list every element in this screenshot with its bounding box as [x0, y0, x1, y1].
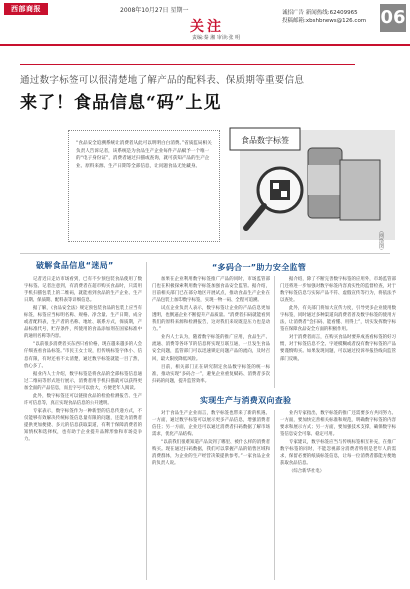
paragraph: 对于消费者而言，在购买食品时要养成查看标签的好习惯，对于标签信息不全、字迹模糊或者没有数字标签的产品要谨慎购买。如果发现问题，可以通过投诉举报热线向监管部门反映。: [280, 335, 396, 362]
paragraph: “以前我们很难知道产品卖到了哪里、被什么样的消费者购买。现在通过扫码数据，我们可以掌握产品的销售区域和消费群体，为企业的生产经营决策提供参考。”一家食品企业的负责人说。: [152, 440, 270, 467]
intro-text: “食品安全追溯系统让消费者从此可以明明白白消费。”省质监局相关负责人告诉记者，该系统是为食品生产企业每件产品赋予一个唯一的“电子身份证”，消费者通过扫描或查询，就可获知产品的生产企业、原料来源、生产日期等全部信息，让问题食品无处藏身。: [76, 141, 212, 169]
editors-line: 责编:秦 湘 审读:张 明: [192, 35, 241, 41]
dateline: 2008年10月27日 星期一: [120, 7, 189, 14]
paragraph: 记者近日走访市场看到，已有不少预包装食品使用了数字标签。记者注意到，有消费者在超市购买食品时，只需用手机扫描包装上的二维码，就能看到食品的生产企业、生产日期、保质期、配料表等详细信息。: [24, 277, 142, 304]
column-divider: [146, 262, 147, 580]
label-card-text: 食品数字标签: [241, 136, 289, 145]
column-3: [280, 276, 396, 388]
page-number: 06: [380, 4, 406, 32]
paragraph: 专家表示，数字标签作为一种新型的信息传递方式，不仅能够有效解决传统标签信息量有限的问题，还能为消费者提供更加便捷、多元的信息获取渠道，有利于保障消费者的知情权和选择权，也有助于企业提升品牌形象和市场竞争力。: [24, 408, 142, 443]
paragraph: 据业内人士介绍，数字标签是将食品的全部标签信息通过二维码等形式进行展示，消费者用手机扫描就可以获得更加全面的产品信息，而且字号可以放大，方便老年人阅读。: [24, 371, 142, 391]
newspaper-logo: 西部商报: [4, 3, 48, 15]
paragraph: 目前，相关部门正在研究制定食品数字标签的统一标准，推动实现“多码合一”，避免企业重复赋码、消费者多次扫码的问题，提升监管效率。: [152, 364, 270, 384]
contact-email: 投稿邮箱:xbshbnews@126.com: [282, 18, 367, 24]
paragraph: 对于食品生产企业而言，数字标签也带来了新的机遇。一方面，通过数字标签可以展示更多产品信息，增强消费者信任；另一方面，企业还可以通过消费者扫码数据了解市场需求，优化产品结构。: [152, 411, 270, 438]
section-title-two-way: 实现生产与消费双向查验: [200, 396, 292, 405]
paragraph: （综合新华社电）: [289, 469, 325, 475]
column-divider: [274, 276, 275, 388]
paragraph: 专家建议，数字标签应当与传统标签相互补充，在推广数字标签的同时，不能忽视部分消费者特别是老年人的需求，保留必要的纸质标签信息，让每一位消费者都能方便地获取食品信息。: [280, 440, 396, 467]
column-2: [152, 276, 270, 388]
paragraph: “以前很多消费者买东西只看价格，现在越来越多的人会仔细查看食品标签。”市民王女士说，但传统标签字体小、信息有限，有时还看不太清楚，通过数字标签就能一目了然，放心多了。: [24, 342, 142, 369]
paragraph: 据介绍，除了不断完善数字标签的应用外，市场监管部门还将进一步加强对数字标签内容真实性的监督检查，对于数字标签信息与实际产品不符、虚假宣传等行为，将依法予以查处。: [280, 277, 396, 304]
paragraph: 业内人士认为，随着数字标签的推广应用，食品生产、流通、消费等各环节的信息将实现互联互通，一旦发生食品安全问题，监管部门可以迅速锁定问题产品的流向，及时召回，最大限度降低风险。: [152, 335, 270, 362]
paragraph: 此外，数字标签还可以链接食品的检验检测报告、生产许可信息等，真正实现食品信息的公开透明。: [24, 393, 142, 406]
paragraph: 业内专家指出，数字标签的推广还需要多方共同努力。一方面，要加快完善相关标准和规范，明确数字标签的内容要求和展示方式；另一方面，要加强技术支撑，确保数字标签信息安全可靠、稳定可用。: [280, 411, 396, 438]
column-1: [24, 276, 142, 576]
section-divider: [20, 253, 390, 254]
article-subhead: 通过数字标签可以很清楚地了解产品的配料表、保质期等重要信息: [20, 75, 305, 86]
box-icon: [340, 160, 380, 220]
column-divider: [274, 410, 275, 580]
paragraph: 加果在企业利用数字标签推广产品的同时，市场监管部门也在积极探索利用数字标签加强食品安全监管。据介绍，目前相关部门已在部分地区开展试点，推动食品生产企业在产品包装上加印数字标签，实现一物一码、全程可追溯。: [152, 277, 270, 304]
news-hotline: 诚招广告 新闻热线:62409965: [282, 10, 358, 16]
illustration-credit: （网络图）: [378, 228, 384, 253]
headline-rule: [20, 64, 355, 65]
article-headline: 来了！食品信息“码”上见: [20, 93, 222, 113]
section-title-decoding: 破解食品信息“迷局”: [36, 261, 114, 270]
column-5: [280, 410, 396, 580]
paragraph: 此外，有关部门将加大宣传力度，引导更多企业使用数字标签，同时通过多种渠道向消费者普及数字标签的使用方法，让消费者“会扫码、能看懂、用得上”，切实发挥数字标签在保障食品安全方面的积极作用。: [280, 306, 396, 333]
masthead: [0, 0, 410, 44]
paragraph: 据了解，《食品安全法》规定预包装食品的包装上应当有标签，标签应当标明名称、规格、净含量、生产日期，成分或者配料表，生产者的名称、地址、联系方式，保质期，产品标准代号，贮存条件，所使用的食品添加剂在国家标准中的通用名称等内容。: [24, 306, 142, 340]
paragraph: 试点企业负责人表示，数字标签让企业的产品信息更加透明，也倒逼企业不断提升产品质量。“消费者扫码就能看到我们的原料来源和检测报告，这对我们来说既是压力也是动力。”: [152, 306, 270, 333]
food-label-illustration: [220, 110, 400, 250]
masthead-rule: [0, 44, 410, 46]
section-title: 关注: [190, 19, 224, 35]
section-title-multi-code: “多码合一”助力安全监管: [212, 263, 307, 272]
column-4: [152, 410, 270, 580]
can-label: [308, 165, 342, 195]
